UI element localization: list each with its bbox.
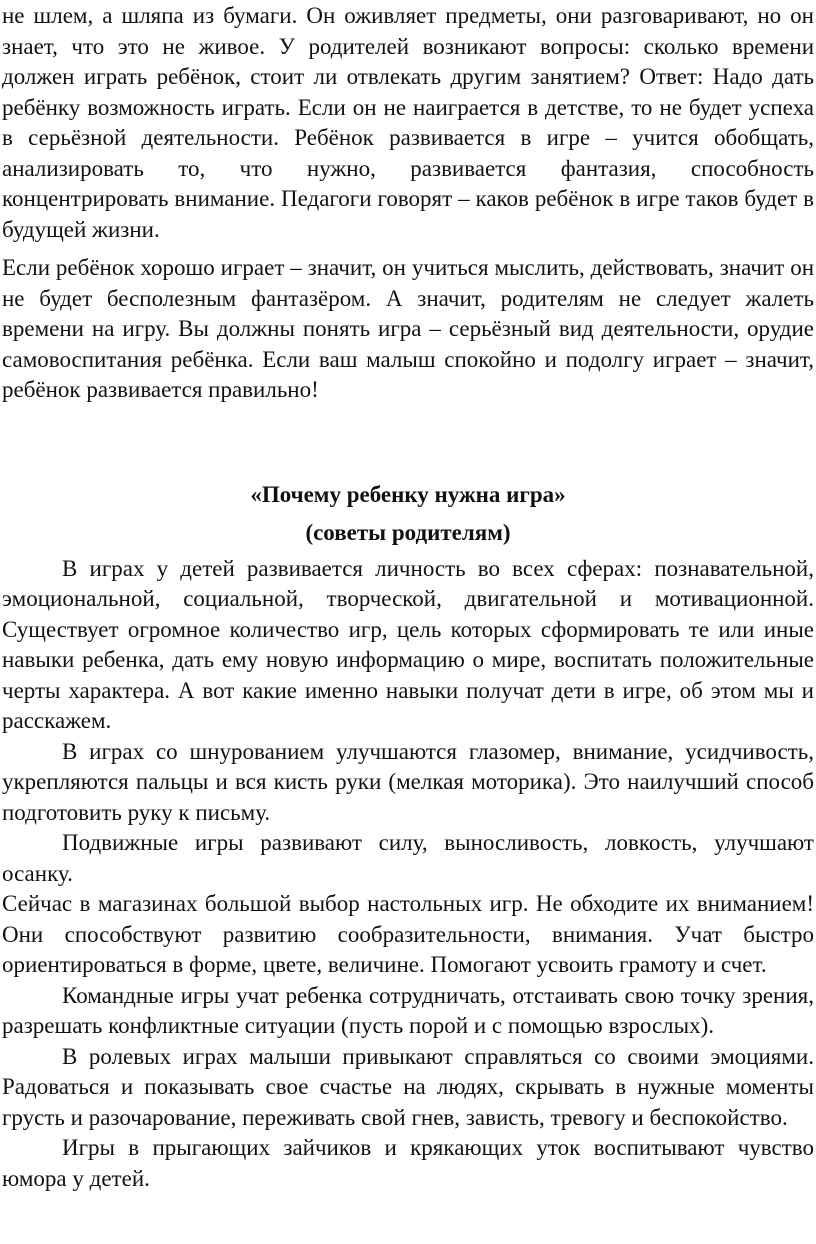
paragraph-humor-games: Игры в прыгающих зайчиков и крякающих уток воспитывают чувство юмора у детей. <box>2 1135 814 1191</box>
paragraph-personality: В играх у детей развивается личность во всех сферах: познавательной, эмоциональной, социальной, творческой, двигательной и мотивационной. Существует огромное количество игр, цель которых сформировать те или иные навыки ребенка, дать ему новую информацию о мире, воспитать положительные черты характера. А вот какие именно навыки получат дети в игре, об этом мы и расскажем. <box>2 555 814 733</box>
paragraph-board-games: Сейчас в магазинах большой выбор настольных игр. Не обходите их вниманием! Они способствуют развитию сообразительности, внимания. Учат быстро ориентироваться в форме, цвете, величине. Помогают усвоить грамоту и счет. <box>2 891 814 977</box>
paragraph-role-games: В ролевых играх малыши привыкают справляться со своими эмоциями. Радоваться и показывать свое счастье на людях, скрывать в нужные моменты грусть и разочарование, переживать свой гнев, зависть, тревогу и беспокойство. <box>2 1043 814 1130</box>
paragraph-active-games: Подвижные игры развивают силу, выносливость, ловкость, улучшают осанку. <box>2 830 814 886</box>
section-title: «Почему ребенку нужна игра» <box>250 481 566 507</box>
section-subtitle: (советы родителям) <box>305 520 511 545</box>
paragraph-team-games: Командные игры учат ребенка сотрудничать, отстаивать свою точку зрения, разрешать конфликтные ситуации (пусть порой и с помощью взрослых). <box>2 982 814 1038</box>
paragraph-serious-play: Если ребёнок хорошо играет – значит, он учиться мыслить, действовать, значит он не будет бесполезным фантазёром. А значит, родителям не следует жалеть времени на игру. Вы должны понять игра – серьёзный вид деятельности, орудие самовоспитания ребёнка. Если ваш малыш спокойно и подолгу играет – значит, ребёнок развивается правильно! <box>2 255 814 402</box>
paragraph-lacing-games: В играх со шнурованием улучшаются глазомер, внимание, усидчивость, укрепляются пальцы и вся кисть руки (мелкая моторика). Это наилучший способ подготовить руку к письму. <box>2 738 814 825</box>
paragraph-intro-continued: не шлем, а шляпа из бумаги. Он оживляет предметы, они разговаривают, но он знает, что это не живое. У родителей возникают вопросы: сколько времени должен играть ребёнок, стоит ли отвлекать другим занятием? Ответ: Надо дать ребёнку возможность играть. Если он не наиграется в детстве, то не будет успеха в серьёзной деятельности. Ребёнок развивается в игре – учится обобщать, анализировать то, что нужно, развивается фантазия, способность концентрировать внимание. Педагоги говорят – каков ребёнок в игре таков будет в будущей жизни. <box>2 3 814 242</box>
section-spacer <box>2 406 814 480</box>
